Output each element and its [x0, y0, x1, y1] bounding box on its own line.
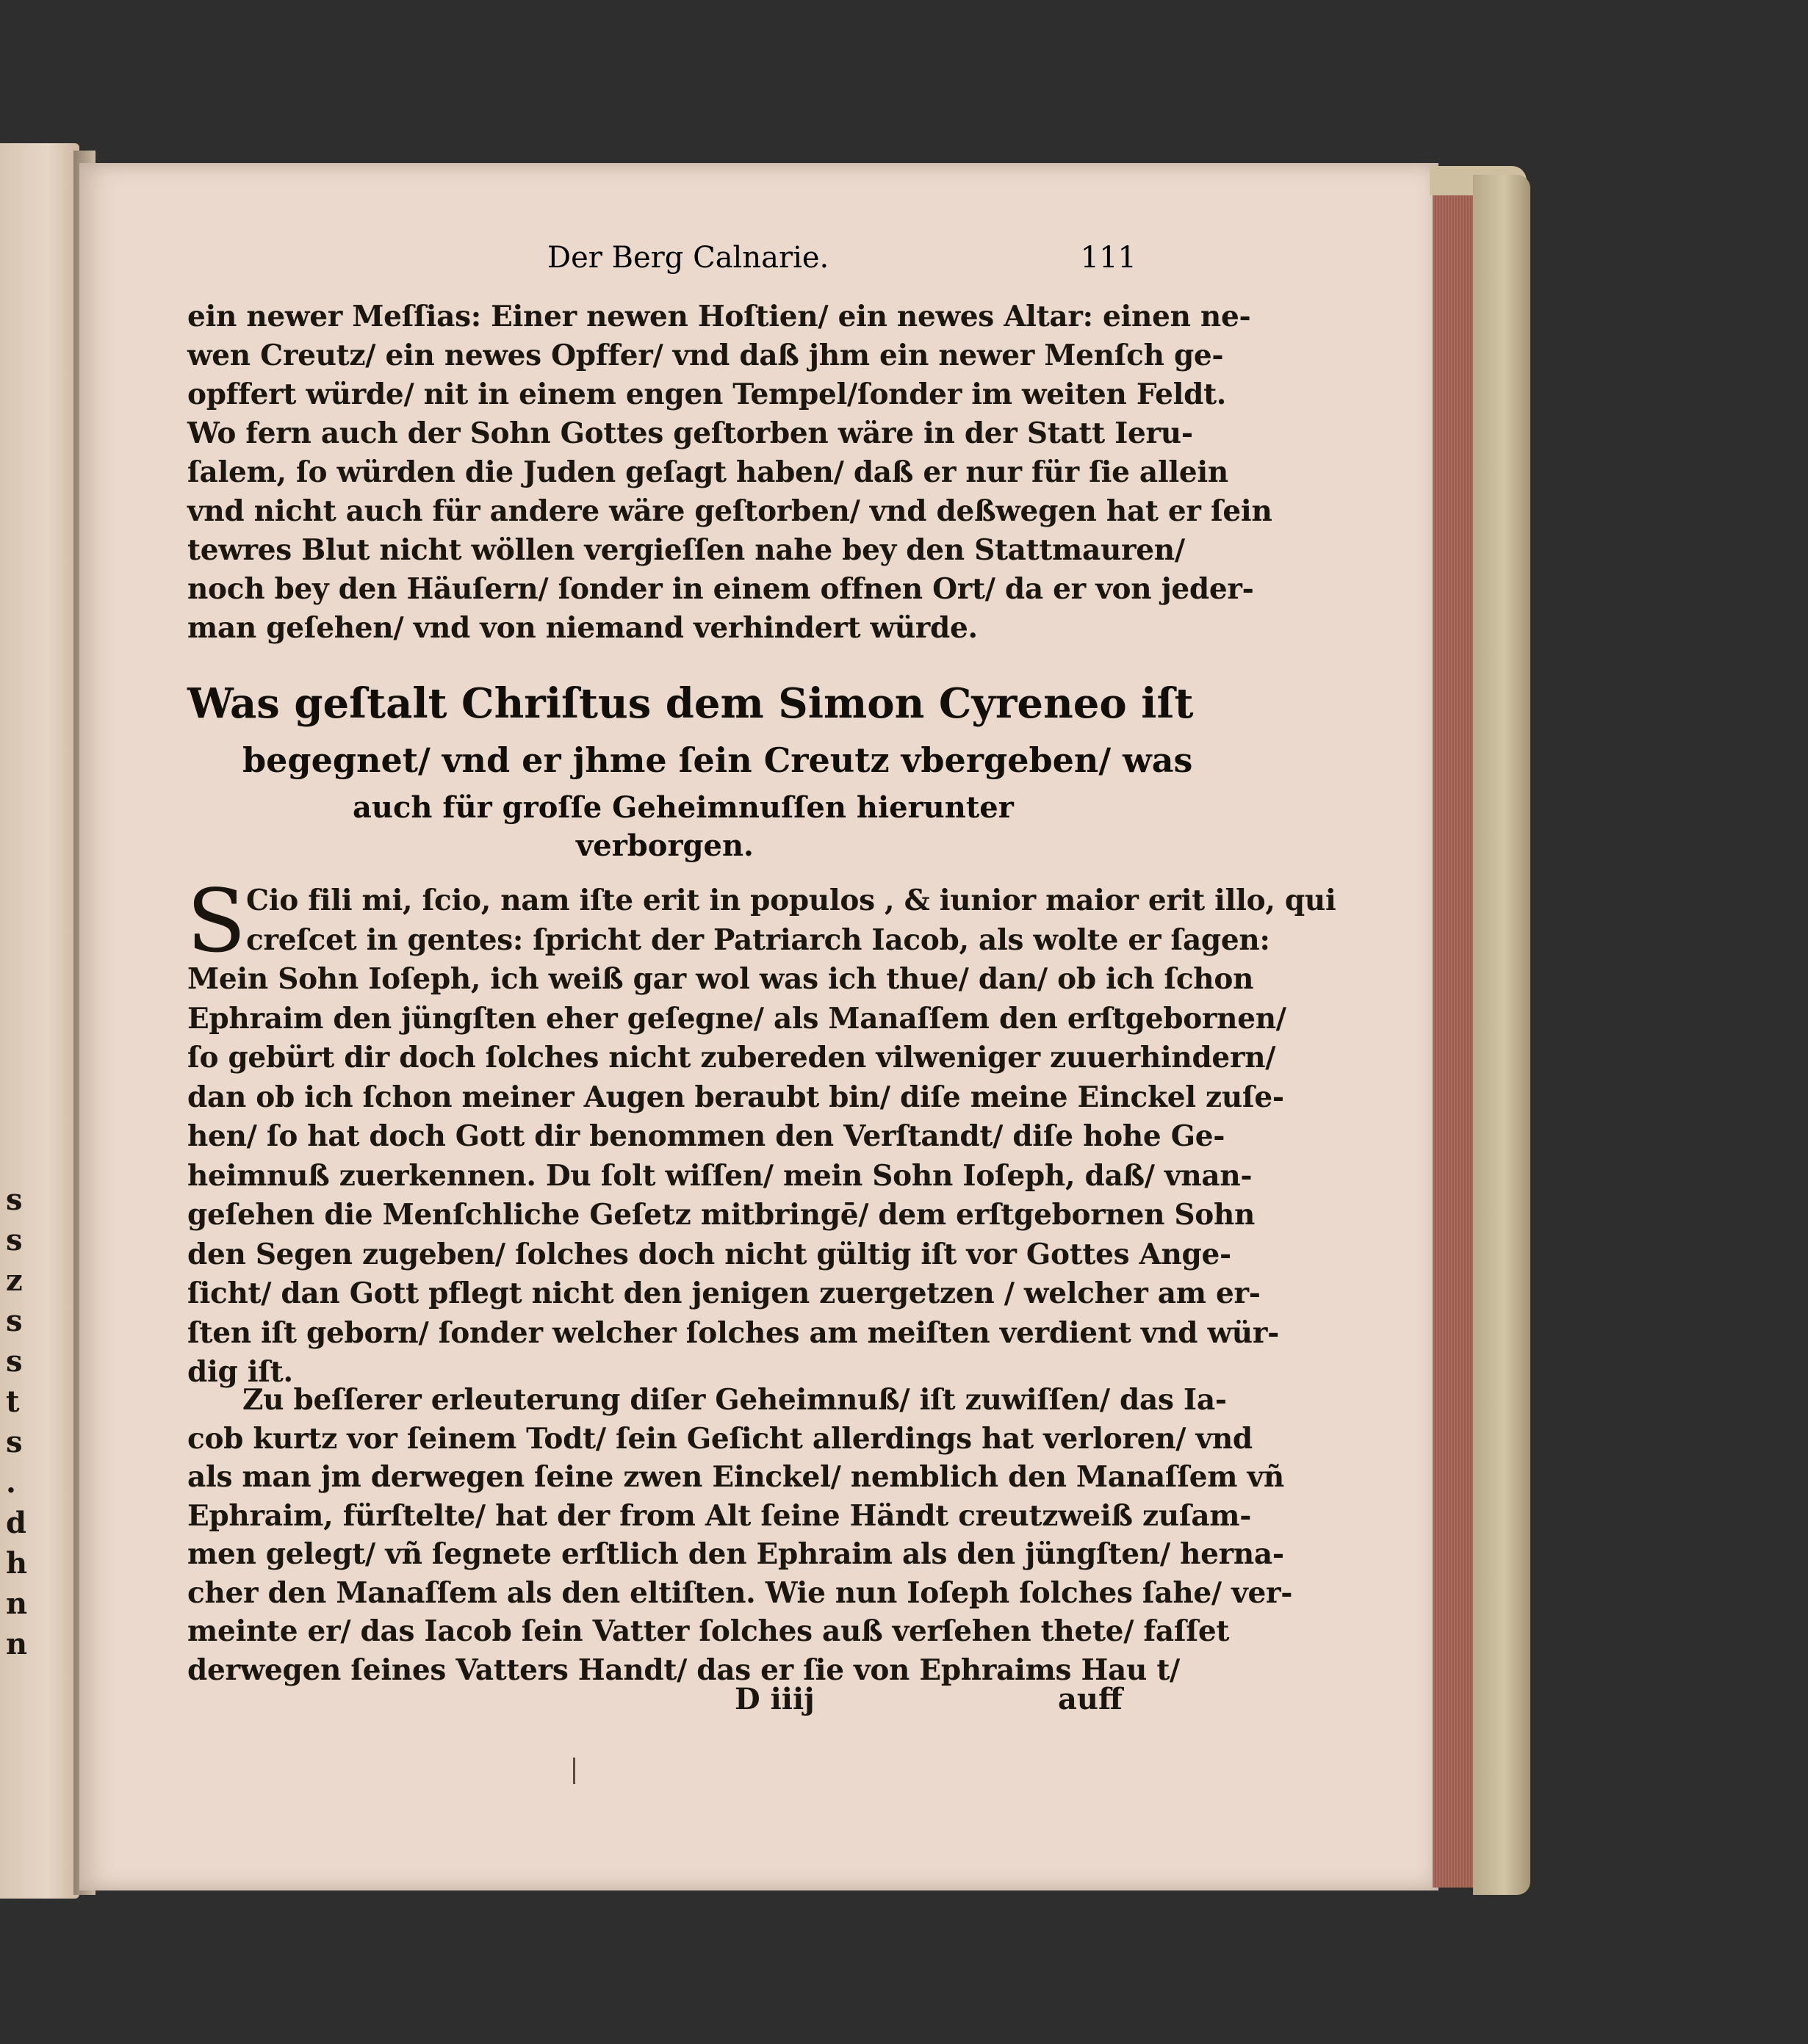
drop-cap: S — [187, 870, 246, 972]
running-title: Der Berg Calnarie. — [547, 241, 829, 275]
left-page-fragment: h — [6, 1546, 28, 1581]
left-page-fragment: s — [6, 1223, 23, 1257]
book-cover-edge — [1473, 175, 1530, 1895]
running-head — [187, 241, 1142, 285]
left-page-fragment: s — [6, 1182, 23, 1217]
left-page-fragment: z — [6, 1263, 23, 1298]
left-page-fragment: s — [6, 1344, 23, 1379]
text-line: Mein Sohn Ioſeph, ich weiß gar wol was ich thue/ dan/ ob ich ſchon — [187, 962, 1254, 996]
text-line: ſicht/ dan Gott pflegt nicht den jenigen zuergetzen / welcher am er- — [187, 1276, 1261, 1310]
text-line: Wo fern auch der Sohn Gottes geſtorben wäre in der Statt Ieru- — [187, 416, 1193, 450]
text-line: noch bey den Häuſern/ ſonder in einem offnen Ort/ da er von jeder- — [187, 572, 1254, 606]
text-line: ſten iſt geborn/ ſonder welcher ſolches am meiſten verdient vnd wür- — [187, 1315, 1279, 1350]
page-block-edge — [1433, 170, 1475, 1888]
section-heading-line-3: auch für groſſe Geheimnuſſen hierunter — [353, 790, 1014, 825]
text-line: ein newer Meſſias: Einer newen Hoſtien/ ein newes Altar: einen ne- — [187, 300, 1251, 333]
left-page-fragment: n — [6, 1627, 28, 1661]
text-line: geſehen die Menſchliche Geſetz mitbringē/ dem erſtgebornen Sohn — [187, 1198, 1256, 1232]
left-page-fragment: . — [6, 1465, 16, 1500]
text-line: cob kurtz vor ſeinem Todt/ ſein Geſicht allerdings hat verloren/ vnd — [187, 1421, 1253, 1456]
text-line: creſcet in gentes: ſpricht der Patriarch Iacob, als wolte er ſagen: — [246, 922, 1270, 957]
folio-number: 111 — [1080, 241, 1137, 275]
text-line: dig iſt. — [187, 1355, 293, 1389]
text-line: ſo gebürt dir doch ſolches nicht zubereden vilweniger zuuerhindern/ — [187, 1041, 1276, 1075]
signature-mark: D iiij — [735, 1682, 815, 1716]
section-heading-line-1: Was geſtalt Chriſtus dem Simon Cyreneo iſt — [187, 679, 1194, 728]
section-heading-line-2: begegnet/ vnd er jhme ſein Creutz vbergeben/ was — [242, 740, 1193, 780]
text-line: heimnuß zuerkennen. Du ſolt wiſſen/ mein Sohn Ioſeph, daß/ vnan- — [187, 1158, 1253, 1193]
text-line: wen Creutz/ ein newes Opffer/ vnd daß jhm ein newer Menſch ge- — [187, 339, 1224, 372]
text-line: als man jm derwegen ſeine zwen Einckel/ nemblich den Manaſſem vñ — [187, 1460, 1284, 1494]
text-line: cher den Manaſſem als den eltiſten. Wie nun Ioſeph ſolches ſahe/ ver- — [187, 1575, 1293, 1610]
section-heading-line-4: verborgen. — [576, 828, 754, 863]
text-line: den Segen zugeben/ ſolches doch nicht gültig iſt vor Gottes Ange- — [187, 1237, 1231, 1271]
catchword: auff — [1058, 1682, 1123, 1716]
left-page-fragment: s — [6, 1304, 23, 1338]
text-line: Ephraim, fürſtelte/ hat der from Alt ſeine Händt creutzweiß zuſam- — [187, 1498, 1252, 1533]
text-line: men gelegt/ vñ ſegnete erſtlich den Ephraim als den jüngſten/ herna- — [187, 1537, 1284, 1571]
text-line: derwegen ſeines Vatters Handt/ das er ſie von Ephraims Hau t/ — [187, 1653, 1180, 1687]
text-line: Cio fili mi, ſcio, nam iſte erit in populos , & iunior maior erit illo, qui — [246, 884, 1336, 917]
left-page-fragment: s — [6, 1425, 23, 1459]
text-line: tewres Blut nicht wöllen vergieſſen nahe bey den Stattmauren/ — [187, 533, 1185, 567]
text-line: opffert würde/ nit in einem engen Tempel/ſonder im weiten Feldt. — [187, 378, 1227, 411]
left-page-fragment: t — [6, 1384, 20, 1419]
left-page-fragment: d — [6, 1506, 26, 1540]
text-line: meinte er/ das Iacob ſein Vatter ſolches auß verſehen thete/ faſſet — [187, 1614, 1230, 1648]
left-page-fragment: n — [6, 1586, 28, 1621]
text-line: man geſehen/ vnd von niemand verhindert würde. — [187, 611, 978, 645]
text-line: Zu beſſerer erleuterung diſer Geheimnuß/ iſt zuwiſſen/ das Ia- — [242, 1383, 1227, 1417]
margin-mark — [573, 1758, 575, 1784]
text-line: vnd nicht auch für andere wäre geſtorben/ vnd deßwegen hat er ſein — [187, 494, 1272, 528]
text-line: dan ob ich ſchon meiner Augen beraubt bin/ diſe meine Einckel zuſe- — [187, 1080, 1284, 1114]
text-line: Ephraim den jüngſten eher geſegne/ als Manaſſem den erſtgebornen/ — [187, 1001, 1286, 1036]
text-line: hen/ ſo hat doch Gott dir benommen den Verſtandt/ diſe hohe Ge- — [187, 1119, 1225, 1153]
text-line: ſalem, ſo würden die Juden geſagt haben/ daß er nur für ſie allein — [187, 455, 1228, 489]
